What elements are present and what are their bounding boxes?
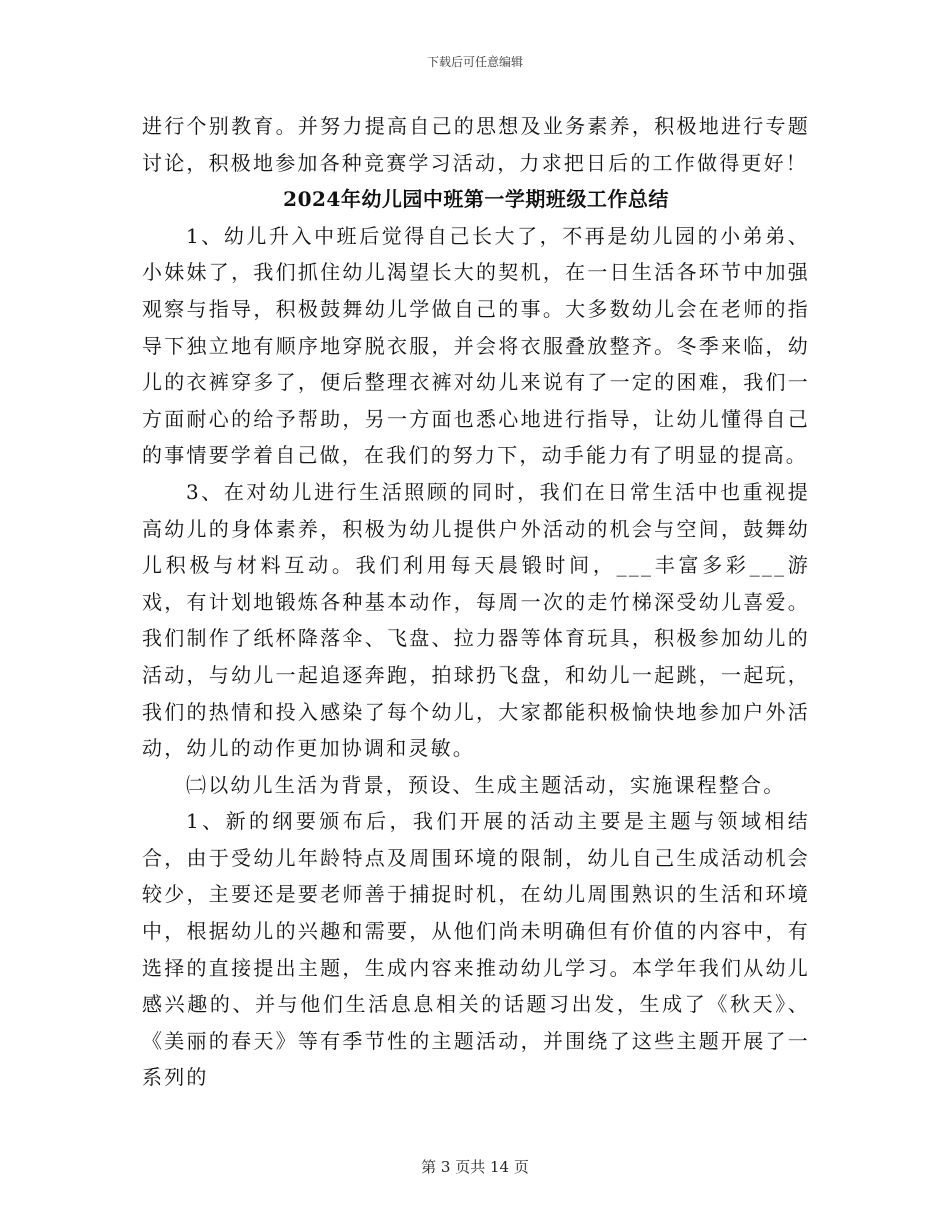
- paragraph-physical-activity: 3、在对幼儿进行生活照顾的同时，我们在日常生活中也重视提高幼儿的身体素养，积极为幼儿提供户外活动的机会与空间，鼓舞幼儿积极与材料互动。我们利用每天晨锻时间，___丰富多彩___游戏，有计划地锻炼各种基本动作，每周一次的走竹梯深受幼儿喜爱。我们制作了纸杯降落伞、飞盘、拉力器等体育玩具，积极参加幼儿的活动，与幼儿一起追逐奔跑，拍球扔飞盘，和幼儿一起跳，一起玩，我们的热情和投入感染了每个幼儿，大家都能积极愉快地参加户外活动，幼儿的动作更加协调和灵敏。: [142, 479, 810, 761]
- paragraph-theme-activities: 1、新的纲要颁布后，我们开展的活动主要是主题与领域相结合，由于受幼儿年龄特点及周围环境的限制，幼儿自己生成活动机会较少，主要还是要老师善于捕捉时机，在幼儿周围熟识的生活和环境中，根据幼儿的兴趣和需要，从他们尚未明确但有价值的内容中，有选择的直接提出主题，生成内容来推动幼儿学习。本学年我们从幼儿感兴趣的、并与他们生活息息相关的话题习出发，生成了《秋天》、《美丽的春天》等有季节性的主题活动，并围绕了这些主题开展了一系列的: [142, 809, 810, 1090]
- page-header: 下载后可任意编辑: [426, 55, 523, 69]
- paragraph-self-care: 1、幼儿升入中班后觉得自己长大了，不再是幼儿园的小弟弟、小妹妹了，我们抓住幼儿渴望长大的契机，在一日生活各环节中加强观察与指导，积极鼓舞幼儿学做自己的事。大多数幼儿会在老师的指导下独立地有顺序地穿脱衣服，并会将衣服叠放整齐。冬季来临，幼儿的衣裤穿多了，便后整理衣裤对幼儿来说有了一定的困难，我们一方面耐心的给予帮助，另一方面也悉心地进行指导，让幼儿懂得自己的事情要学着自己做，在我们的努力下，动手能力有了明显的提高。: [142, 223, 810, 468]
- paragraph-subheading: ㈡以幼儿生活为背景，预设、生成主题活动，实施课程整合。: [186, 772, 786, 797]
- paragraph-continuation: 进行个别教育。并努力提高自己的思想及业务素养，积极地进行专题讨论，积极地参加各种竞赛学习活动，力求把日后的工作做得更好！: [142, 114, 810, 175]
- page-number-footer: 第 3 页共 14 页: [421, 1158, 529, 1176]
- document-body: [142, 108, 810, 1096]
- section-title: 2024年幼儿园中班第一学期班级工作总结: [283, 187, 669, 212]
